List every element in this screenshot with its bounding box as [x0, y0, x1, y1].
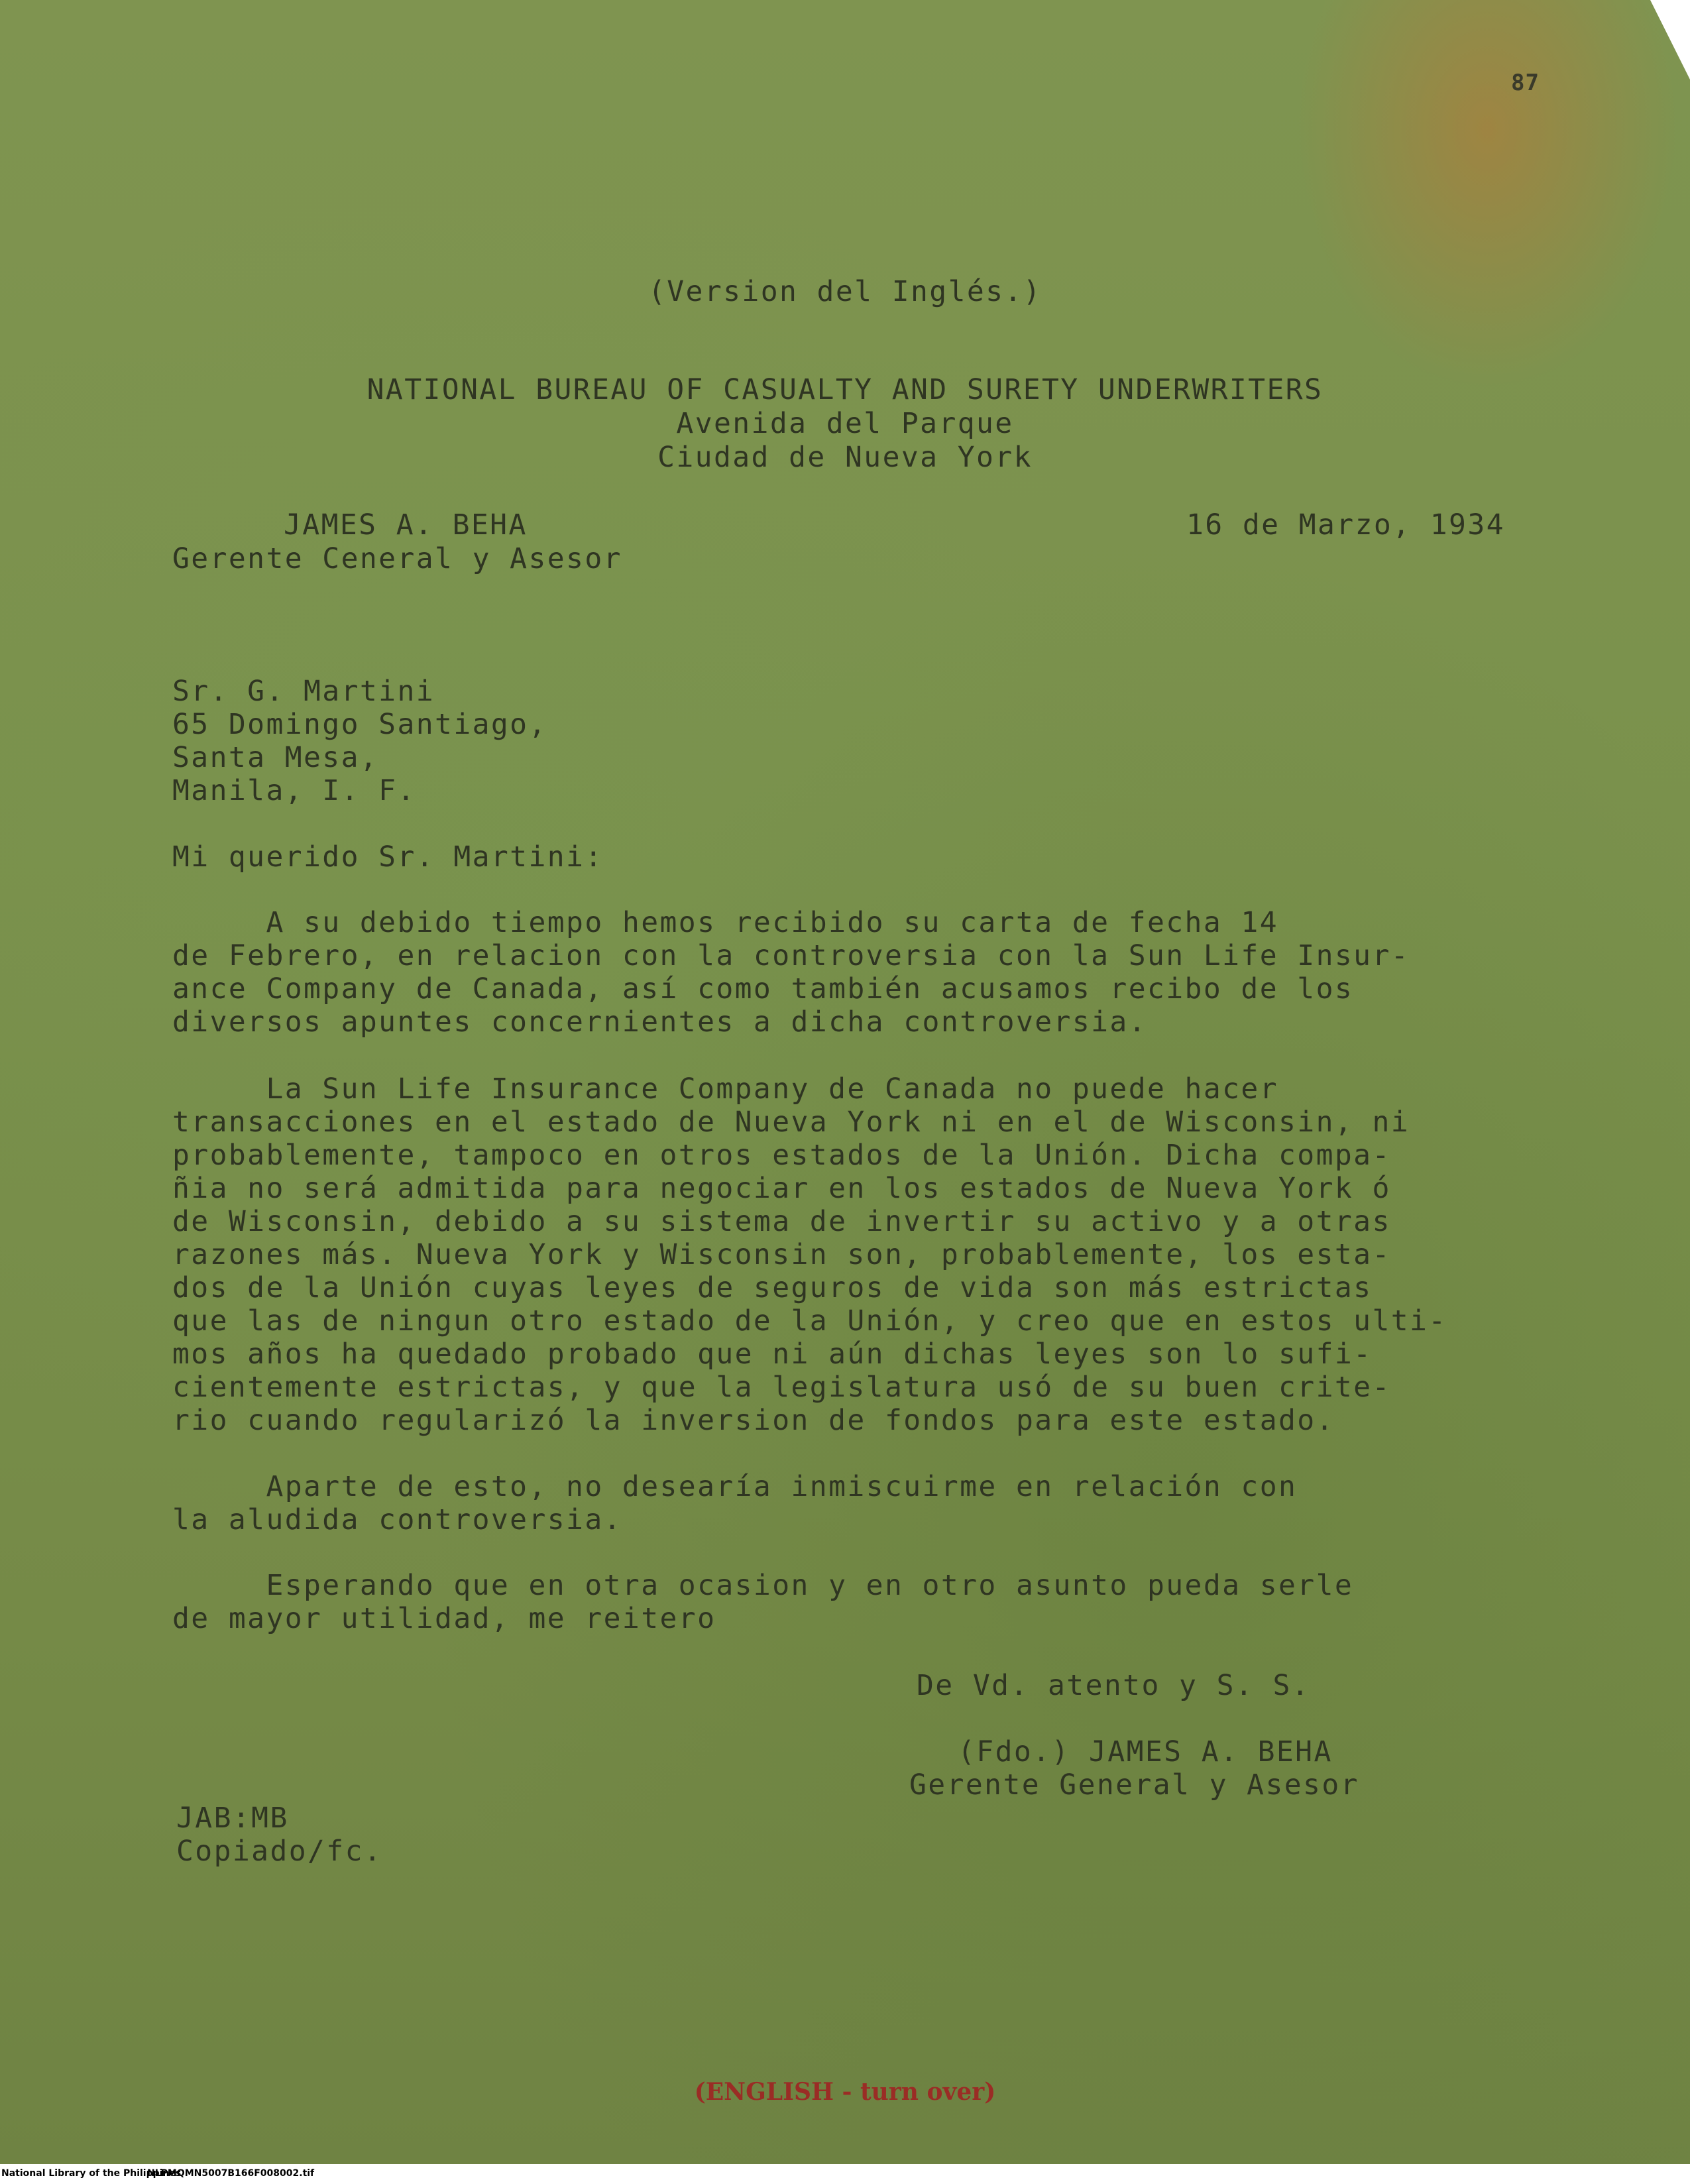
paragraph-line: dos de la Unión cuyas leyes de seguros de vida son más estrictas — [172, 1271, 1373, 1304]
recipient-line-3: Santa Mesa, — [172, 741, 379, 774]
letter-date: 16 de Marzo, 1934 — [1186, 508, 1505, 542]
paragraph-line: de Wisconsin, debido a su sistema de invertir su activo y a otras — [172, 1205, 1391, 1238]
paragraph-line: que las de ningun otro estado de la Unión, y creo que en estos ulti- — [172, 1304, 1447, 1338]
archive-library: National Library of the Philippines — [1, 2168, 182, 2179]
organization-name: NATIONAL BUREAU OF CASUALTY AND SURETY UNDERWRITERS — [366, 373, 1324, 406]
paragraph-line: rio cuando regularizó la inversion de fondos para este estado. — [172, 1404, 1335, 1437]
reference-initials: JAB:MB — [176, 1802, 289, 1835]
recipient-line-4: Manila, I. F. — [172, 774, 416, 807]
paragraph-line: cientemente estrictas, y que la legislatura usó de su buen crite- — [172, 1371, 1391, 1404]
version-note: (Version del Inglés.) — [648, 275, 1042, 308]
address-line-2: Ciudad de Nueva York — [657, 441, 1033, 474]
signer-title: Gerente General y Asesor — [909, 1768, 1359, 1802]
paragraph-line: mos años ha quedado probado que ni aún dichas leyes son lo sufi- — [172, 1338, 1373, 1371]
recipient-line-1: Sr. G. Martini — [172, 675, 435, 708]
footer-note: (ENGLISH - turn over) — [694, 2078, 996, 2106]
paragraph-line: razones más. Nueva York y Wisconsin son, probablemente, los esta- — [172, 1238, 1391, 1271]
sender-title: Gerente Ceneral y Asesor — [172, 542, 622, 575]
paragraph-line: de Febrero, en relacion con la controversia con la Sun Life Insur- — [172, 939, 1410, 972]
copied-note: Copiado/fc. — [176, 1835, 383, 1868]
archive-file-id: NLPMQMN5007B166F008002.tif — [147, 2168, 315, 2179]
paragraph-line: probablemente, tampoco en otros estados de la Unión. Dicha compa- — [172, 1139, 1391, 1172]
paragraph-line: Esperando que en otra ocasion y en otro asunto pueda serle — [172, 1569, 1354, 1602]
address-line-1: Avenida del Parque — [676, 407, 1014, 440]
paragraph-line: transacciones en el estado de Nueva York ni en el de Wisconsin, ni — [172, 1106, 1410, 1139]
paragraph-line: A su debido tiempo hemos recibido su carta de fecha 14 — [172, 906, 1279, 939]
paragraph-line: La Sun Life Insurance Company de Canada no puede hacer — [172, 1072, 1279, 1106]
salutation: Mi querido Sr. Martini: — [172, 840, 604, 874]
page-mark: 87 — [1511, 70, 1540, 96]
recipient-line-2: 65 Domingo Santiago, — [172, 708, 547, 741]
paragraph-line: ñia no será admitida para negociar en los estados de Nueva York ó — [172, 1172, 1391, 1205]
paragraph-line: ance Company de Canada, así como también acusamos recibo de los — [172, 972, 1354, 1006]
paragraph-line: de mayor utilidad, me reitero — [172, 1602, 716, 1635]
signature-line: (Fdo.) JAMES A. BEHA — [958, 1735, 1333, 1768]
paragraph-line: la aludida controversia. — [172, 1503, 622, 1536]
archive-strip — [0, 2164, 1690, 2184]
sender-name: JAMES A. BEHA — [284, 508, 528, 542]
complimentary-close: De Vd. atento y S. S. — [917, 1669, 1311, 1702]
paragraph-line: diversos apuntes concernientes a dicha controversia. — [172, 1006, 1147, 1039]
paragraph-line: Aparte de esto, no desearía inmiscuirme en relación con — [172, 1470, 1298, 1503]
torn-corner — [1650, 0, 1690, 80]
